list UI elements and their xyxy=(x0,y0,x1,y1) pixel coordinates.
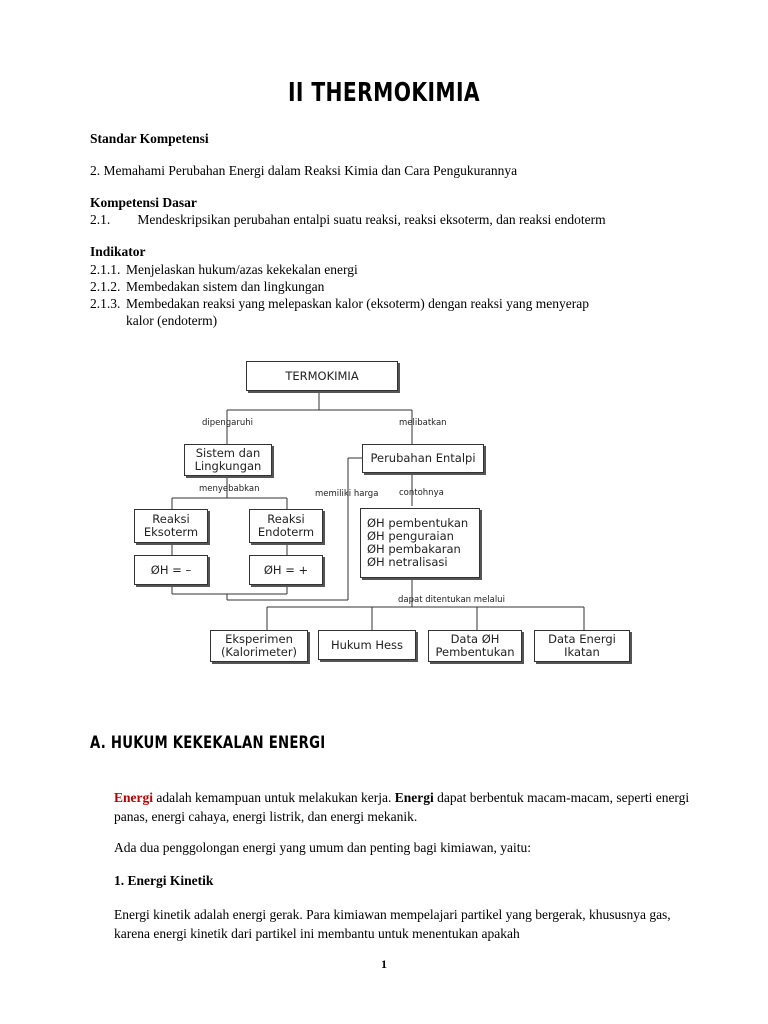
node-data-dh-pembentukan xyxy=(428,630,522,662)
node-text: Pembentukan xyxy=(435,645,515,659)
kompetensi-number: 2.1. xyxy=(90,212,111,227)
indikator-heading: Indikator xyxy=(90,244,146,259)
node-text: Ikatan xyxy=(564,645,600,659)
indikator-text: Menjelaskan hukum/azas kekekalan energi xyxy=(126,262,358,277)
node-contoh-entalpi xyxy=(360,508,480,578)
node-termokimia: TERMOKIMIA xyxy=(246,361,398,391)
node-reaksi-eksoterm xyxy=(134,509,208,543)
kompetensi-text: Mendeskripsikan perubahan entalpi suatu reaksi, reaksi eksoterm, dan reaksi endoterm xyxy=(137,212,606,227)
paragraph-text: adalah kemampuan untuk melakukan kerja. xyxy=(153,790,395,805)
label-memiliki-harga: memiliki harga xyxy=(315,489,379,499)
kompetensi-heading: Kompetensi Dasar xyxy=(90,195,197,210)
node-eksperimen xyxy=(210,630,308,662)
node-text: Data Energi xyxy=(548,632,616,646)
label-melibatkan: melibatkan xyxy=(399,418,447,428)
paragraph-kinetik: Energi kinetik adalah energi gerak. Para kimiawan mempelajari partikel yang bergerak, khususnya gas, karena energi kinetik dari partikel ini membantu untuk menentukan apakah xyxy=(114,907,671,941)
node-dh-negatif: ØH = – xyxy=(134,555,208,585)
example-item: ØH pembakaran xyxy=(367,542,461,556)
energi-term-bold: Energi xyxy=(394,790,434,805)
paragraph-energi xyxy=(114,788,694,826)
node-text: Reaksi xyxy=(267,512,305,526)
node-text: Lingkungan xyxy=(194,459,262,473)
subheading-energi-kinetik: 1. Energi Kinetik xyxy=(114,873,214,888)
paragraph-text: dapat berbentuk macam-macam, seperti energi panas, energi cahaya, energi listrik, dan energi mekanik. xyxy=(114,790,690,824)
label-contohnya: contohnya xyxy=(399,488,444,498)
node-text: Data ØH xyxy=(450,632,500,646)
standar-number: 2. xyxy=(90,163,101,178)
node-text: Eksoterm xyxy=(143,525,199,539)
indikator-item xyxy=(90,296,589,312)
node-text: (Kalorimeter) xyxy=(220,645,298,659)
node-dh-positif: ØH = + xyxy=(249,555,323,585)
label-dapat-ditentukan: dapat ditentukan melalui xyxy=(398,595,505,605)
indikator-item xyxy=(90,262,358,278)
example-item: ØH netralisasi xyxy=(367,555,448,569)
indikator-number: 2.1.1. xyxy=(90,262,121,277)
energi-term-red: Energi xyxy=(114,790,153,805)
paragraph-penggolongan: Ada dua penggolongan energi yang umum dan penting bagi kimiawan, yaitu: xyxy=(114,840,532,855)
node-text: Sistem dan xyxy=(195,446,261,460)
node-text: Reaksi xyxy=(152,512,190,526)
indikator-continuation: kalor (endoterm) xyxy=(126,313,218,328)
indikator-number: 2.1.2. xyxy=(90,279,121,294)
standar-line xyxy=(90,163,517,179)
node-data-energi-ikatan xyxy=(534,630,630,662)
label-menyebabkan: menyebabkan xyxy=(199,484,260,494)
node-sistem-lingkungan xyxy=(184,444,272,476)
standar-heading: Standar Kompetensi xyxy=(90,131,209,146)
kompetensi-line xyxy=(90,212,606,228)
indikator-number: 2.1.3. xyxy=(90,296,121,311)
page-title: II THERMOKIMIA xyxy=(287,78,481,108)
example-item: ØH pembentukan xyxy=(367,516,469,530)
example-item: ØH penguraian xyxy=(367,529,454,543)
indikator-text: Membedakan sistem dan lingkungan xyxy=(126,279,325,294)
label-dipengaruhi: dipengaruhi xyxy=(202,418,254,428)
node-perubahan-entalpi: Perubahan Entalpi xyxy=(362,444,484,473)
standar-text: Memahami Perubahan Energi dalam Reaksi Kimia dan Cara Pengukurannya xyxy=(103,163,518,178)
node-text: Eksperimen xyxy=(225,632,293,646)
node-text: Endoterm xyxy=(257,525,315,539)
indikator-text: Membedakan reaksi yang melepaskan kalor (eksoterm) dengan reaksi yang menyerap xyxy=(126,296,589,311)
page-number: 1 xyxy=(381,957,387,971)
section-heading: A. HUKUM KEKEKALAN ENERGI xyxy=(90,733,326,753)
concept-diagram xyxy=(112,348,632,668)
node-reaksi-endoterm xyxy=(249,509,323,543)
indikator-item xyxy=(90,279,324,295)
node-hukum-hess: Hukum Hess xyxy=(318,630,416,660)
